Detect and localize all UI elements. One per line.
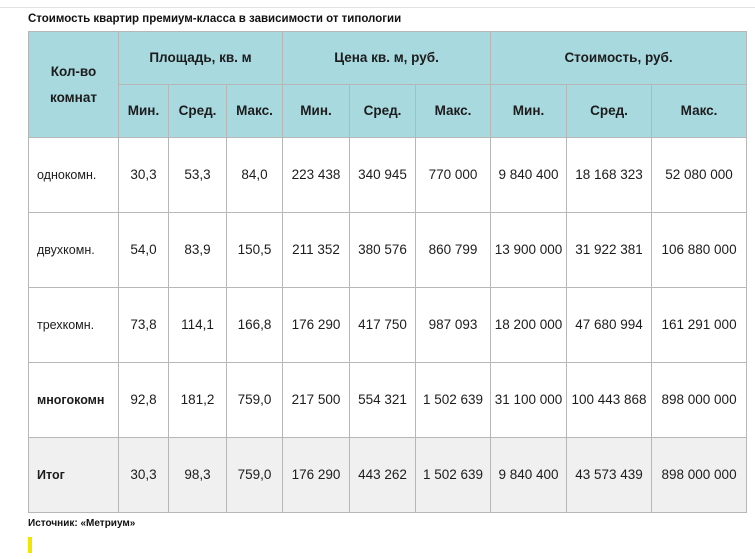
table-cell: 181,2 xyxy=(169,363,227,438)
table-caption: Стоимость квартир премиум-класса в зависимости от типологии xyxy=(28,13,402,25)
price-min-header: Мин. xyxy=(283,85,350,138)
table-row xyxy=(29,213,747,288)
table-cell: 166,8 xyxy=(227,288,283,363)
table-cell: 114,1 xyxy=(169,288,227,363)
table-cell: 18 200 000 xyxy=(491,288,567,363)
header-row-groups xyxy=(29,32,747,85)
cost-min-header: Мин. xyxy=(491,85,567,138)
table-cell: 161 291 000 xyxy=(652,288,747,363)
table-row xyxy=(29,363,747,438)
table-row xyxy=(29,288,747,363)
rooms-header: Кол-во комнат xyxy=(29,32,119,138)
table-cell: 106 880 000 xyxy=(652,213,747,288)
table-cell: 1 502 639 xyxy=(416,363,491,438)
table-cell: 1 502 639 xyxy=(416,438,491,513)
table-cell: 73,8 xyxy=(119,288,169,363)
total-label: Итог xyxy=(29,438,119,513)
table-cell: 150,5 xyxy=(227,213,283,288)
table-cell: 31 100 000 xyxy=(491,363,567,438)
row-label: двухкомн. xyxy=(29,213,119,288)
table-cell: 83,9 xyxy=(169,213,227,288)
cost-avg-header: Сред. xyxy=(567,85,652,138)
total-row xyxy=(29,438,747,513)
table-cell: 98,3 xyxy=(169,438,227,513)
row-label: многокомн xyxy=(29,363,119,438)
table-cell: 759,0 xyxy=(227,363,283,438)
price-table xyxy=(28,31,747,513)
table-cell: 13 900 000 xyxy=(491,213,567,288)
table-cell: 54,0 xyxy=(119,213,169,288)
table-cell: 380 576 xyxy=(350,213,416,288)
table-cell: 987 093 xyxy=(416,288,491,363)
table-cell: 770 000 xyxy=(416,138,491,213)
table-cell: 53,3 xyxy=(169,138,227,213)
table-row xyxy=(29,138,747,213)
table-cell: 31 922 381 xyxy=(567,213,652,288)
row-label: однокомн. xyxy=(29,138,119,213)
table-cell: 18 168 323 xyxy=(567,138,652,213)
table-cell: 860 799 xyxy=(416,213,491,288)
table-cell: 898 000 000 xyxy=(652,363,747,438)
table-cell: 759,0 xyxy=(227,438,283,513)
table-cell: 211 352 xyxy=(283,213,350,288)
table-cell: 340 945 xyxy=(350,138,416,213)
table-cell: 217 500 xyxy=(283,363,350,438)
table-cell: 417 750 xyxy=(350,288,416,363)
cost-group-header: Стоимость, руб. xyxy=(491,32,747,85)
table-cell: 92,8 xyxy=(119,363,169,438)
table-cell: 43 573 439 xyxy=(567,438,652,513)
area-max-header: Макс. xyxy=(227,85,283,138)
price-per-sqm-group-header: Цена кв. м, руб. xyxy=(283,32,491,85)
price-table-container xyxy=(28,31,747,513)
table-cell: 47 680 994 xyxy=(567,288,652,363)
price-max-header: Макс. xyxy=(416,85,491,138)
cost-max-header: Макс. xyxy=(652,85,747,138)
top-divider xyxy=(0,7,755,8)
table-cell: 176 290 xyxy=(283,438,350,513)
table-cell: 100 443 868 xyxy=(567,363,652,438)
table-cell: 9 840 400 xyxy=(491,438,567,513)
table-cell: 9 840 400 xyxy=(491,138,567,213)
price-avg-header: Сред. xyxy=(350,85,416,138)
table-cell: 30,3 xyxy=(119,138,169,213)
table-cell: 443 262 xyxy=(350,438,416,513)
table-cell: 554 321 xyxy=(350,363,416,438)
table-cell: 898 000 000 xyxy=(652,438,747,513)
source-note: Источник: «Метриум» xyxy=(28,518,136,529)
table-cell: 52 080 000 xyxy=(652,138,747,213)
area-avg-header: Сред. xyxy=(169,85,227,138)
table-cell: 223 438 xyxy=(283,138,350,213)
yellow-marker xyxy=(28,537,32,553)
table-cell: 84,0 xyxy=(227,138,283,213)
table-cell: 30,3 xyxy=(119,438,169,513)
area-min-header: Мин. xyxy=(119,85,169,138)
row-label: трехкомн. xyxy=(29,288,119,363)
table-cell: 176 290 xyxy=(283,288,350,363)
area-group-header: Площадь, кв. м xyxy=(119,32,283,85)
header-row-sub xyxy=(29,85,747,138)
